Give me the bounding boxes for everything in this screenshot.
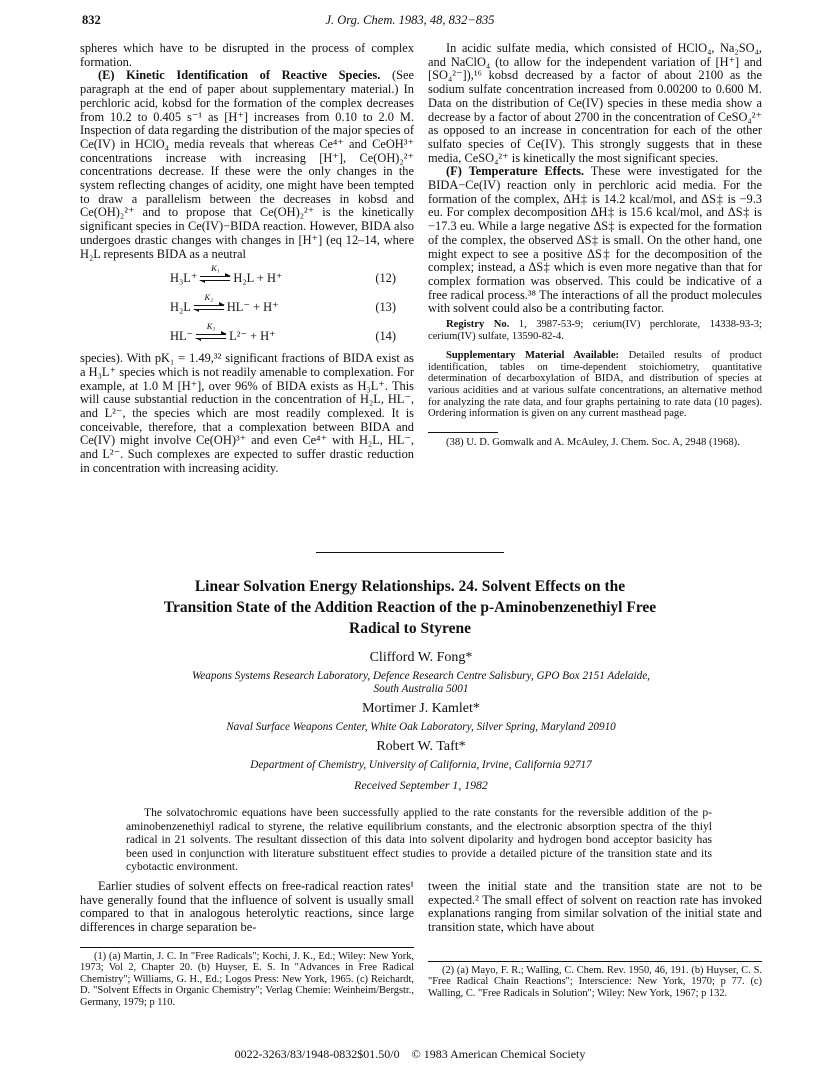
section-heading: (E) Kinetic Identification of Reactive Species. <box>98 68 381 83</box>
equation-number: (13) <box>375 300 396 315</box>
footnote-left: (1) (a) Martin, J. C. In "Free Radicals"; Kochi, J. K., Ed.; Wiley: New York, 1973; Vol 2, Chapter 20. (b) Huyser, E. S. In "Advances in Free Radical Chemistry"; Williams, G. H., Ed.; Logos Press: New York, 1965. (c) Reichardt, D. "Solvent Effects in Organic Chemistry"; Verlag Chemie: Weinheim/Bergstr., Germany, 1979; p 110. <box>80 951 414 1008</box>
footnote-right: (2) (a) Mayo, F. R.; Walling, C. Chem. Rev. 1950, 46, 191. (b) Huyser, C. S. "Free Radical Chain Reactions"; Interscience: New York, 1970; p 77. (c) Walling, C. "Free Radicals in Solution"; Wiley: New York, 1967; p 132. <box>428 965 762 999</box>
supplementary-material: Supplementary Material Available: Detailed results of product identification, tables on time-dependent stoichiometry, quantitative determination of decarboxylation of BIDA, and distribution of species at various acidities and at various sulfate concentrations, an alternative method for analyzing the rate data, and four graphs pertaining to rate data (10 pages). Ordering information is given on any current masthead page. <box>428 350 762 420</box>
body-text-right: tween the initial state and the transition state are not to be expected.² The small effect of solvent on reaction rate has invoked explanations ranging from similar solvation of the initial state and transition state, which have about <box>428 879 762 935</box>
section-heading: (F) Temperature Effects. <box>446 164 585 179</box>
equilibrium-arrow-icon: K₁ <box>200 274 230 284</box>
paragraph: species). With pK₁ = 1.49,³² significant fractions of BIDA exist as a H₃L⁺ species which is not readily amenable to complexation. For example, at 1.0 M [H⁺], over 96% of BIDA exists as H₃L⁺. This will cause substantial reduction in the concentration of H₂L, HL⁻, and L²⁻, the species which are most readily complexed. It is conceivable, therefore, that a complexation between BIDA and Ce(IV) might involve Ce(OH)³⁺ and even Ce⁴⁺ with H₂L, HL⁻, and L²⁻. Such complexes are expected to suffer drastic reduction in concentration with increasing acidity. <box>80 351 414 475</box>
equilibrium-arrow-icon: K₂ <box>194 303 224 313</box>
equation-number: (14) <box>375 329 396 344</box>
journal-citation: J. Org. Chem. 1983, 48, 832−835 <box>325 13 495 27</box>
equilibrium-arrow-icon: K₃ <box>196 332 226 342</box>
author-affiliation: Weapons Systems Research Laboratory, Defence Research Centre Salisbury, GPO Box 2151 Adelaide, South Australia 5001 <box>192 670 650 695</box>
equation-12: H₃L⁺ K₁ H₂L + H⁺ (12) <box>170 263 396 286</box>
footnote-rule <box>80 947 414 948</box>
article-divider <box>316 552 504 553</box>
paragraph: spheres which have to be disrupted in the process of complex formation. <box>80 41 414 69</box>
received-date: Received September 1, 1982 <box>354 778 488 792</box>
equation-number: (12) <box>375 271 396 286</box>
author-name: Mortimer J. Kamlet* <box>362 701 480 716</box>
footnote-rule <box>428 961 762 962</box>
equation-13: H₂L K₂ HL⁻ + H⁺ (13) <box>170 292 396 315</box>
author-affiliation: Naval Surface Weapons Center, White Oak Laboratory, Silver Spring, Maryland 20910 <box>226 721 616 733</box>
equation-14: HL⁻ K₃ L²⁻ + H⁺ (14) <box>170 321 396 344</box>
page-number: 832 <box>82 13 101 27</box>
paragraph: (E) Kinetic Identification of Reactive Species. (See paragraph at the end of paper about supplementary material.) In perchloric acid, kobsd for the formation of the complex decreases from 10.2 to 0.405 s⁻¹ as [H⁺] increases from 0.10 to 2.0 M. Inspection of data regarding the distribution of the major species of Ce(IV) in HClO₄ media reveals that whereas Ce⁴⁺ and CeOH³⁺ concentrations increase with increasing [H⁺], Ce(OH)₂²⁺ concentrations decrease. If these were the only changes in the system reflecting changes of acidity, one might have been tempted to draw a parallelism between the decreases in kobsd and Ce(OH)₂²⁺ and to propose that Ce(OH)₂²⁺ is the kinetically significant species in Ce(IV)−BIDA reaction. However, BIDA also undergoes drastic changes with changes in [H⁺] (eq 12–14, where H₂L represents BIDA as a neutral <box>80 68 414 261</box>
page-footer: 0022-3263/83/1948-0832$01.50/0 © 1983 American Chemical Society <box>234 1047 586 1061</box>
author-name: Clifford W. Fong* <box>369 650 473 665</box>
paragraph: (F) Temperature Effects. These were investigated for the BIDA−Ce(IV) reaction only in perchloric acid media. For the formation of the complex, ΔH‡ is 14.2 kcal/mol, and ΔS‡ is −9.3 eu. For complex decomposition ΔH‡ is 15.6 kcal/mol, and ΔS‡ is −17.3 eu. While a large negative ΔS‡ is expected for the formation of the complex, the observed ΔS‡ is small. On the other hand, one might expect to see a positive ΔS‡ for the decomposition of the complex; instead, a ΔS‡ which is even more negative than that for complex formation was observed. This could be indicative of a free radical process.³⁸ The interactions of all the product molecules with solvent could also be a contributing factor. <box>428 164 762 316</box>
registry-numbers: Registry No. 1, 3987-53-9; cerium(IV) perchlorate, 14338-93-3; cerium(IV) sulfate, 13590-82-4. <box>428 319 762 342</box>
body-text-left: Earlier studies of solvent effects on free-radical reaction rates¹ have generally found that the influence of solvent is usually small compared to that in analogous heterolytic reactions, since large differences in charge separation be- <box>80 879 414 935</box>
footnote: (38) U. D. Gomwalk and A. McAuley, J. Chem. Soc. A, 2948 (1968). <box>446 436 740 448</box>
author-affiliation: Department of Chemistry, University of California, Irvine, California 92717 <box>250 759 592 771</box>
author-name: Robert W. Taft* <box>376 739 466 754</box>
footnote-rule <box>428 432 498 433</box>
left-column <box>80 42 414 476</box>
abstract: The solvatochromic equations have been successfully applied to the rate constants for the reversible addition of the p-aminobenzenethiyl radical to styrene, the relative equilibrium constants, and the electronic absorption spectra of the thiyl radical in 21 solvents. The resultant dissection of this data into solvent dipolarity and hydrogen bond acceptor basicity has been used in conjunction with literature substituent effect studies to provide a detailed picture of the transition state and its cybotactic environment. <box>126 806 712 873</box>
article-title: Linear Solvation Energy Relationships. 24. Solvent Effects on the Transition State of the Addition Reaction of the p-Aminobenzenethiyl Free Radical to Styrene <box>163 578 657 637</box>
paragraph: In acidic sulfate media, which consisted of HClO₄, Na₂SO₄, and NaClO₄ (to allow for the independent variation of [H⁺] and [SO₄²⁻]),¹⁶ kobsd decreased by a factor of about 2100 as the sodium sulfate concentration increased from 0.00200 to 0.600 M. Data on the distribution of Ce(IV) species in these media show a decrease by a factor of about 2700 in the concentration of CeSO₄²⁺ as opposed to an increase in concentration for each of the other sulfato species of Ce(IV). This strongly suggests that in these media, CeSO₄²⁺ is kinetically the most significant species. <box>428 41 762 165</box>
right-column <box>428 42 762 448</box>
